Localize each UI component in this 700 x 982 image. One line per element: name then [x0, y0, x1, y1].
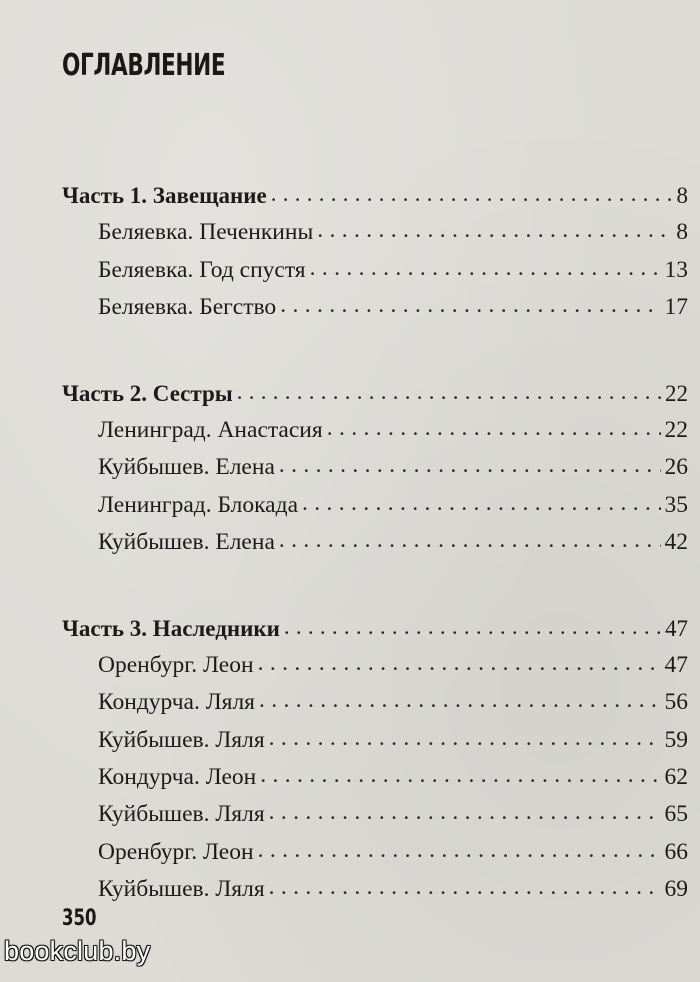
table-of-contents [62, 177, 688, 909]
toc-entry [62, 796, 688, 833]
dot-leader [280, 287, 660, 324]
toc-entry [62, 252, 688, 289]
toc-part-2 [62, 375, 688, 562]
dot-leader [260, 757, 660, 794]
page-number: 22 [665, 380, 688, 406]
toc-part-3 [62, 610, 688, 909]
page-number: 65 [664, 801, 688, 828]
chapter-title: Оренбург. Леон [98, 651, 254, 678]
chapter-title: Беляевка. Год спустя [98, 256, 306, 283]
toc-part-heading [62, 375, 688, 412]
page-number: 47 [664, 651, 688, 678]
page-number: 22 [664, 416, 688, 443]
dot-leader [269, 794, 661, 831]
toc-entry [62, 834, 688, 871]
toc-entry [62, 289, 688, 326]
part-title: Часть 2. Сестры [62, 380, 233, 406]
toc-entry [62, 412, 688, 449]
part-title: Часть 3. Наследники [62, 615, 280, 641]
page-number: 42 [664, 529, 688, 556]
page-number: 26 [664, 454, 688, 481]
watermark: bookclub.by [4, 936, 151, 966]
page-number: 47 [665, 615, 688, 641]
chapter-title: Кондурча. Ляля [98, 689, 255, 716]
toc-entry [62, 759, 688, 796]
chapter-title: Ленинград. Блокада [98, 491, 299, 518]
dot-leader [271, 175, 673, 212]
page-folio-number: 350 [62, 906, 97, 931]
page-title: ОГЛАВЛЕНИЕ [62, 48, 226, 83]
part-title: Часть 1. Завещание [62, 183, 267, 208]
page-number: 69 [664, 876, 688, 903]
dot-leader [279, 522, 661, 559]
page-number: 62 [664, 764, 688, 791]
toc-part-heading [62, 610, 688, 647]
chapter-title: Беляевка. Бегство [98, 294, 277, 321]
chapter-title: Кондурча. Леон [98, 764, 257, 791]
toc-entry [62, 647, 688, 684]
chapter-title: Куйбышев. Елена [98, 529, 275, 556]
dot-leader [237, 373, 661, 410]
chapter-title: Куйбышев. Ляля [98, 726, 265, 753]
toc-part-1 [62, 177, 688, 327]
dot-leader [317, 212, 672, 249]
toc-entry [62, 684, 688, 721]
dot-leader [269, 720, 661, 757]
page-number: 17 [664, 294, 688, 321]
page-number: 56 [664, 689, 688, 716]
dot-leader [259, 682, 661, 719]
chapter-title: Ленинград. Анастасия [98, 416, 323, 443]
chapter-title: Беляевка. Печенкины [98, 219, 314, 246]
toc-entry [62, 487, 688, 524]
page-number: 8 [676, 219, 688, 246]
chapter-title: Куйбышев. Ляля [98, 801, 265, 828]
dot-leader [258, 832, 661, 869]
page-number: 13 [664, 256, 688, 283]
toc-entry [62, 524, 688, 561]
dot-leader [258, 645, 661, 682]
toc-entry [62, 214, 688, 251]
toc-part-heading [62, 177, 688, 214]
dot-leader [269, 869, 661, 906]
dot-leader [310, 250, 661, 287]
dot-leader [284, 608, 661, 645]
chapter-title: Куйбышев. Ляля [98, 876, 265, 903]
dot-leader [279, 447, 661, 484]
toc-entry [62, 871, 688, 908]
page-number: 35 [664, 491, 688, 518]
chapter-title: Оренбург. Леон [98, 838, 254, 865]
toc-entry [62, 722, 688, 759]
page-number: 59 [664, 726, 688, 753]
toc-entry [62, 449, 688, 486]
chapter-title: Куйбышев. Елена [98, 454, 275, 481]
page-number: 8 [676, 183, 688, 208]
page-number: 66 [664, 838, 688, 865]
dot-leader [327, 410, 661, 447]
dot-leader [302, 485, 660, 522]
